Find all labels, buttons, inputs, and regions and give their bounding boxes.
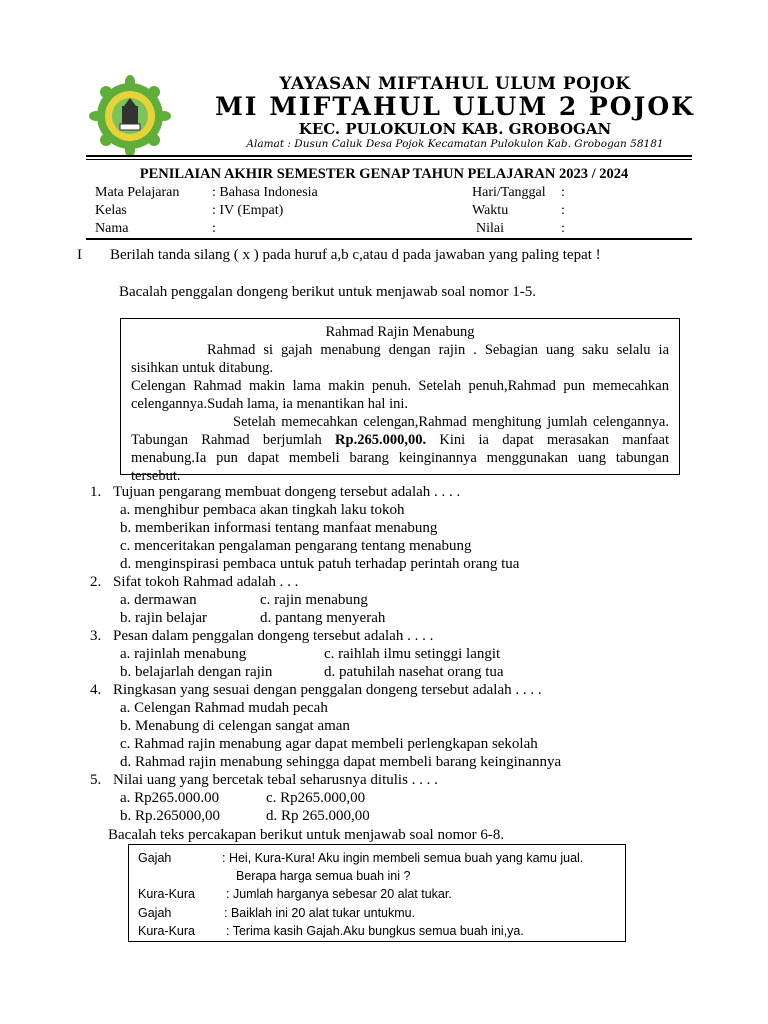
conversation-box [128, 844, 626, 942]
dialog-row [138, 849, 583, 868]
question-4-option-d[interactable]: d. Rahmad rajin menabung sehingga dapat membeli barang keinginannya [120, 754, 562, 770]
dialog-line: : Hei, Kura-Kura! Aku ingin membeli semua buah yang kamu jual. [222, 851, 584, 865]
story-paragraph-3-a: Setelah memecahkan celengan,Rahmad menghitung jumlah celengannya. Tabungan Rahmad berjumlah [131, 414, 669, 448]
class-value: : IV (Empat) [212, 203, 284, 218]
time-value: : [561, 203, 565, 218]
dialog-speaker: Kura-Kura [138, 887, 195, 901]
dialog-row [138, 885, 452, 904]
question-2-option-d[interactable]: d. pantang menyerah [260, 610, 386, 626]
question-4-text: Ringkasan yang sesuai dengan penggalan dongeng tersebut adalah . . . . [113, 682, 542, 698]
story-amount: Rp.265.000,00. [335, 432, 427, 448]
dialog-speaker: Gajah [138, 851, 172, 865]
question-1-option-c[interactable]: c. menceritakan pengalaman pengarang tentang menabung [120, 538, 472, 554]
question-2-option-b[interactable]: b. rajin belajar [120, 610, 208, 626]
dialog-line: : Terima kasih Gajah.Aku bungkus semua buah ini,ya. [226, 924, 524, 938]
question-3-number: 3. [90, 628, 102, 644]
name-label: Nama [95, 221, 129, 236]
name-value: : [212, 221, 216, 236]
letterhead-divider-thin [86, 159, 692, 160]
story-title: Rahmad Rajin Menabung [325, 324, 475, 340]
question-3-option-c[interactable]: c. raihlah ilmu setinggi langit [324, 646, 501, 662]
story-paragraph-3-b: Kini ia dapat merasakan manfaat menabung.Ia pun dapat membeli barang keinginannya menggunakan uang tabungan tersebut. [131, 432, 669, 484]
date-label: Hari/Tanggal [472, 185, 546, 200]
story-paragraph-2: Celengan Rahmad makin lama makin penuh. Setelah penuh,Rahmad pun memecahkan celengannya.Sudah lama, ia menantikan hal ini. [131, 378, 669, 412]
reading-intro: Bacalah penggalan dongeng berikut untuk menjawab soal nomor 1-5. [119, 284, 536, 300]
school-district: KEC. PULOKULON KAB. GROBOGAN [298, 120, 612, 138]
time-label: Waktu [472, 203, 509, 218]
dialog-speaker: Kura-Kura [138, 924, 195, 938]
question-1-option-a[interactable]: a. menghibur pembaca akan tingkah laku tokoh [120, 502, 405, 518]
question-5-option-b[interactable]: b. Rp.265000,00 [120, 808, 221, 824]
class-label: Kelas [95, 203, 127, 218]
conversation-intro: Bacalah teks percakapan berikut untuk menjawab soal nomor 6-8. [108, 827, 505, 843]
question-4-option-c[interactable]: c. Rahmad rajin menabung agar dapat membeli perlengkapan sekolah [120, 736, 538, 752]
date-value: : [561, 185, 565, 200]
question-3-option-a[interactable]: a. rajinlah menabung [120, 646, 247, 662]
dialog-line: Berapa harga semua buah ini ? [236, 869, 411, 883]
dialog-speaker: Gajah [138, 906, 172, 920]
question-5-option-a[interactable]: a. Rp265.000.00 [120, 790, 220, 806]
question-1-text: Tujuan pengarang membuat dongeng tersebut adalah . . . . [113, 484, 461, 500]
dialog-line: : Jumlah harganya sebesar 20 alat tukar. [226, 887, 452, 901]
dialog-line: : Baiklah ini 20 alat tukar untukmu. [224, 906, 416, 920]
question-3-option-b[interactable]: b. belajarlah dengan rajin [120, 664, 273, 680]
school-logo [86, 76, 174, 156]
section-number: I [77, 247, 82, 263]
dialog-row [138, 904, 415, 923]
question-2-option-a[interactable]: a. dermawan [120, 592, 197, 608]
story-paragraph-3 [131, 413, 669, 485]
subject-value: : Bahasa Indonesia [212, 185, 318, 200]
question-4-option-b[interactable]: b. Menabung di celengan sangat aman [120, 718, 350, 734]
school-address: Alamat : Dusun Caluk Desa Pojok Kecamatan Pulokulon Kab. Grobogan 58181 [246, 138, 664, 150]
foundation-name: YAYASAN MIFTAHUL ULUM POJOK [279, 74, 631, 94]
school-name: MI MIFTAHUL ULUM 2 POJOK [215, 92, 695, 121]
question-3-option-d[interactable]: d. patuhilah nasehat orang tua [324, 664, 504, 680]
question-3-text: Pesan dalam penggalan dongeng tersebut adalah . . . . [113, 628, 434, 644]
question-5-option-d[interactable]: d. Rp 265.000,00 [266, 808, 370, 824]
info-divider [86, 238, 692, 240]
question-5-number: 5. [90, 772, 102, 788]
score-value: : [561, 221, 565, 236]
question-2-number: 2. [90, 574, 102, 590]
question-5-text: Nilai uang yang bercetak tebal seharusnya ditulis . . . . [113, 772, 438, 788]
question-1-number: 1. [90, 484, 102, 500]
letterhead-divider [86, 155, 692, 157]
question-2-option-c[interactable]: c. rajin menabung [260, 592, 368, 608]
question-1-option-b[interactable]: b. memberikan informasi tentang manfaat menabung [120, 520, 438, 536]
question-5-option-c[interactable]: c. Rp265.000,00 [266, 790, 366, 806]
question-4-number: 4. [90, 682, 102, 698]
dialog-row [138, 922, 524, 941]
exam-title: PENILAIAN AKHIR SEMESTER GENAP TAHUN PELAJARAN 2023 / 2024 [139, 166, 629, 182]
subject-label: Mata Pelajaran [95, 185, 180, 200]
dialog-row [138, 867, 410, 886]
story-box [120, 318, 680, 484]
section-instruction: Berilah tanda silang ( x ) pada huruf a,b c,atau d pada jawaban yang paling tepat ! [110, 247, 601, 263]
story-paragraph-1: Rahmad si gajah menabung dengan rajin . Sebagian uang saku selalu ia sisihkan untuk ditabung. [131, 342, 669, 376]
score-label: Nilai [476, 221, 504, 236]
question-1-option-d[interactable]: d. menginspirasi pembaca untuk patuh terhadap perintah orang tua [120, 556, 520, 572]
question-4-option-a[interactable]: a. Celengan Rahmad mudah pecah [120, 700, 328, 716]
question-2-text: Sifat tokoh Rahmad adalah . . . [113, 574, 299, 590]
